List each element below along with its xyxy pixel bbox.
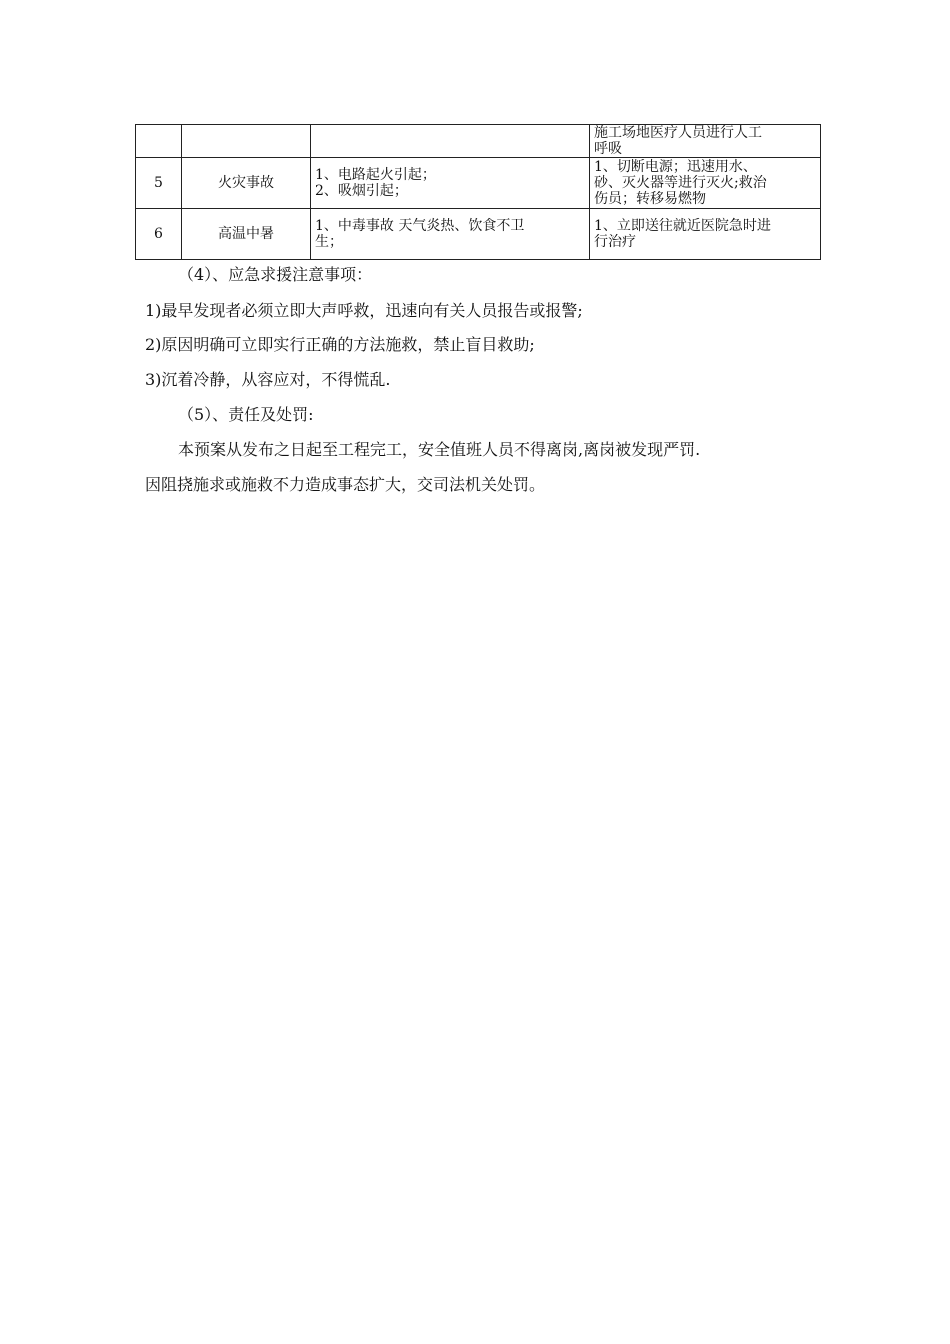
- cause-cell: [311, 125, 590, 158]
- measure-line: 行治疗: [594, 234, 636, 250]
- measure-line: 呼吸: [594, 141, 622, 157]
- row-number-cell: 5: [136, 158, 182, 209]
- measure-line: 砂、灭火器等进行灭火;救治: [594, 175, 767, 191]
- row-number-cell: 6: [136, 209, 182, 260]
- measure-cell: [590, 158, 821, 209]
- row-number-cell: [136, 125, 182, 158]
- cause-line: 2、吸烟引起；: [315, 183, 408, 199]
- measure-line: 施工场地医疗人员进行人工: [594, 125, 762, 141]
- section-5-heading: （5）、责任及处罚:: [178, 405, 314, 424]
- table-row: [136, 158, 821, 209]
- measure-cell: [590, 125, 821, 158]
- measure-line: 伤员；转移易燃物: [594, 191, 706, 207]
- measure-line: 1、切断电源；迅速用水、: [594, 159, 757, 175]
- section-4-heading: （4）、应急求援注意事项：: [178, 265, 373, 284]
- accident-type-cell: 火灾事故: [182, 158, 311, 209]
- cause-cell: [311, 158, 590, 209]
- table-row: [136, 125, 821, 158]
- accident-type-cell: [182, 125, 311, 158]
- measure-line: 1、立即送往就近医院急时进: [594, 218, 771, 234]
- notice-item-1: 1)最早发现者必须立即大声呼救，迅速向有关人员报告或报警;: [145, 301, 583, 320]
- cause-line: 生；: [315, 234, 343, 250]
- emergency-table: [135, 124, 821, 260]
- notice-item-2: 2)原因明确可立即实行正确的方法施救，禁止盲目救助;: [145, 335, 535, 354]
- accident-type-cell: 高温中暑: [182, 209, 311, 260]
- table-row: [136, 209, 821, 260]
- notice-item-3: 3)沉着冷静，从容应对，不得慌乱.: [145, 370, 391, 389]
- cause-line: 1、中毒事故 天气炎热、饮食不卫: [315, 218, 525, 234]
- cause-line: 1、电路起火引起；: [315, 167, 436, 183]
- body-paragraph-line: 因阻挠施求或施救不力造成事态扩大，交司法机关处罚。: [145, 475, 546, 494]
- measure-cell: [590, 209, 821, 260]
- body-paragraph-line: 本预案从发布之日起至工程完工，安全值班人员不得离岗,离岗被发现严罚.: [178, 440, 701, 459]
- cause-cell: [311, 209, 590, 260]
